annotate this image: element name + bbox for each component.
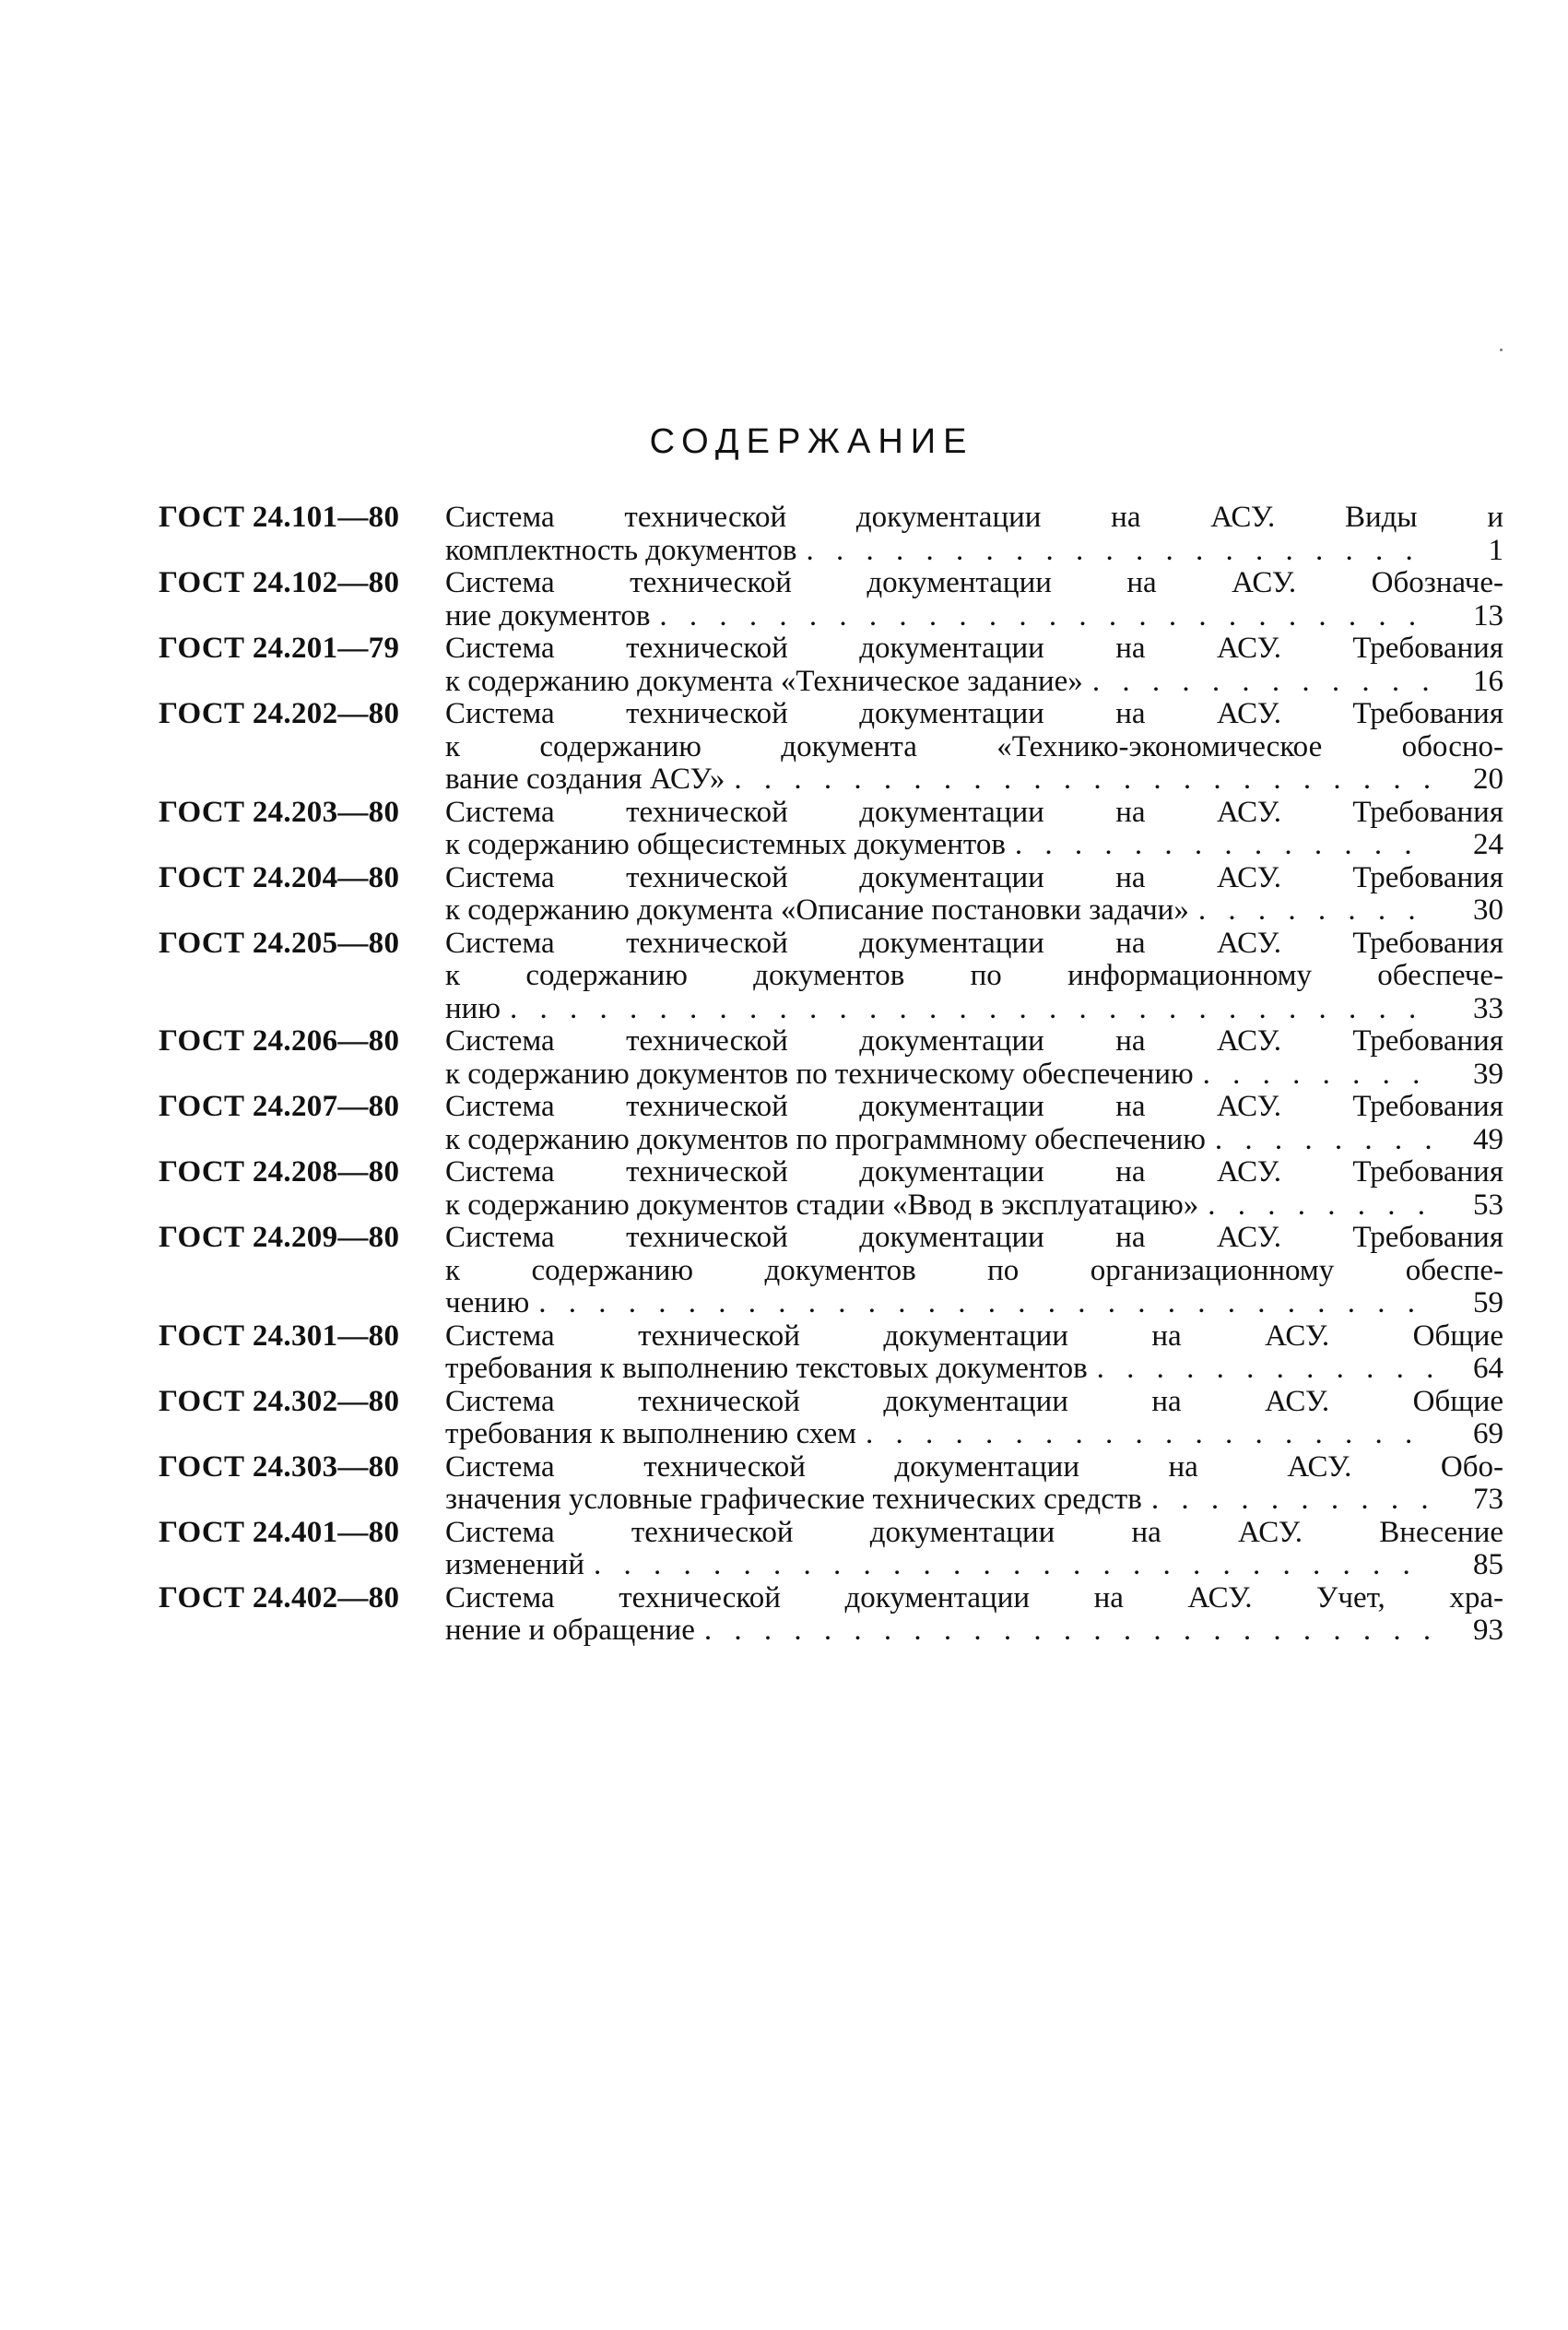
standard-code: ГОСТ 24.206—80 xyxy=(159,1024,400,1058)
title-line: Система технической документации на АСУ. Требования xyxy=(445,861,1503,894)
standard-code: ГОСТ 24.201—79 xyxy=(159,632,400,665)
entry-title xyxy=(445,1517,1503,1582)
standard-code: ГОСТ 24.208—80 xyxy=(159,1155,400,1189)
page-number: 13 xyxy=(1473,599,1503,633)
dot-leader xyxy=(584,1549,1432,1582)
title-last-line xyxy=(445,763,1503,797)
standard-code: ГОСТ 24.401—80 xyxy=(159,1515,400,1549)
dot-leader xyxy=(796,535,1432,568)
title-last-line xyxy=(445,1287,1503,1320)
page-number: 53 xyxy=(1473,1189,1503,1222)
toc-entry xyxy=(159,1221,1503,1320)
dot-leader xyxy=(725,763,1432,797)
title-line: значения условные графические технических средств xyxy=(445,1484,1142,1516)
title-line: к содержанию документа «Описание постановки задачи» xyxy=(445,894,1189,927)
title-line: ние документов xyxy=(445,599,651,633)
entry-title xyxy=(445,1320,1503,1386)
page-number: 73 xyxy=(1473,1484,1503,1516)
entry-title xyxy=(445,698,1503,797)
title-last-line xyxy=(445,600,1503,633)
title-line: Система технической документации на АСУ. Обозначе- xyxy=(445,567,1503,599)
dot-leader xyxy=(695,1614,1432,1648)
page-number: 69 xyxy=(1473,1418,1503,1450)
title-line: Система технической документации на АСУ. Требования xyxy=(445,796,1503,829)
title-line: Система технической документации на АСУ. Требования xyxy=(445,1091,1503,1123)
toc-entry xyxy=(159,1449,1503,1517)
title-line: требования к выполнению текстовых документов xyxy=(445,1353,1088,1385)
dot-leader xyxy=(501,993,1432,1026)
title-line: к содержанию документа «Техническое задание» xyxy=(445,665,1083,698)
standard-code: ГОСТ 24.209—80 xyxy=(159,1221,400,1254)
dot-leader xyxy=(1206,1124,1432,1157)
title-last-line xyxy=(445,1418,1503,1451)
toc-entry xyxy=(159,697,1503,797)
standard-code: ГОСТ 24.207—80 xyxy=(159,1090,400,1123)
toc-entry xyxy=(159,795,1503,862)
dot-leader xyxy=(1088,1353,1432,1386)
title-line: Система технической документации на АСУ. Учет, хра- xyxy=(445,1581,1503,1614)
title-last-line xyxy=(445,1614,1503,1648)
toc-entry xyxy=(159,1155,1503,1222)
dot-leader xyxy=(1189,894,1432,928)
dot-leader xyxy=(529,1287,1432,1320)
dot-leader xyxy=(650,600,1432,633)
entry-title xyxy=(445,1091,1503,1156)
table-of-contents xyxy=(159,501,1503,1648)
entry-title xyxy=(445,1156,1503,1222)
standard-code: ГОСТ 24.303—80 xyxy=(159,1449,400,1484)
title-last-line xyxy=(445,1484,1503,1517)
title-line: к содержанию документов по информационному обеспече- xyxy=(445,960,1503,992)
entry-title xyxy=(445,928,1503,1026)
title-line: Система технической документации на АСУ. Внесение xyxy=(445,1516,1503,1549)
entry-title xyxy=(445,797,1503,862)
title-last-line xyxy=(445,666,1503,699)
entry-title xyxy=(445,1451,1503,1517)
title-last-line xyxy=(445,829,1503,862)
toc-entry xyxy=(159,1515,1503,1582)
entry-title xyxy=(445,1386,1503,1451)
standard-code: ГОСТ 24.205—80 xyxy=(159,926,400,960)
dot-leader xyxy=(1006,829,1432,862)
title-last-line xyxy=(445,1124,1503,1157)
standard-code: ГОСТ 24.301—80 xyxy=(159,1319,400,1353)
title-last-line xyxy=(445,894,1503,928)
title-last-line xyxy=(445,1189,1503,1223)
page-number: 85 xyxy=(1473,1549,1503,1581)
standard-code: ГОСТ 24.101—80 xyxy=(159,501,400,534)
title-line: Система технической документации на АСУ. Требования xyxy=(445,1222,1503,1254)
title-line: к содержанию общесистемных документов xyxy=(445,829,1006,861)
title-line: чению xyxy=(445,1287,530,1319)
title-line: Система технической документации на АСУ. Требования xyxy=(445,1025,1503,1058)
title-line: Система технической документации на АСУ. Виды и xyxy=(445,502,1503,534)
title-line: изменений xyxy=(445,1549,585,1581)
dot-leader xyxy=(856,1418,1432,1451)
entry-title xyxy=(445,1222,1503,1320)
page-number: 39 xyxy=(1473,1058,1503,1091)
dot-leader xyxy=(1142,1484,1432,1517)
title-line: нение и обращение xyxy=(445,1614,695,1647)
toc-entry xyxy=(159,1319,1503,1386)
title-last-line xyxy=(445,535,1503,568)
dot-leader xyxy=(1198,1189,1432,1223)
entry-title xyxy=(445,1025,1503,1091)
title-line: к содержанию документов по техническому обеспечению xyxy=(445,1058,1194,1091)
title-line: к содержанию документов по программному обеспечению xyxy=(445,1123,1206,1156)
page-number: 1 xyxy=(1488,534,1503,567)
title-line: вание создания АСУ» xyxy=(445,763,725,796)
title-last-line xyxy=(445,1353,1503,1386)
title-line: Система технической документации на АСУ. Обо- xyxy=(445,1450,1503,1484)
title-line: Система технической документации на АСУ. Общие xyxy=(445,1385,1503,1418)
standard-code: ГОСТ 24.204—80 xyxy=(159,860,400,894)
scan-speck xyxy=(1500,349,1503,351)
page-title: СОДЕРЖАНИЕ xyxy=(649,422,974,461)
title-line: Система технической документации на АСУ. Требования xyxy=(445,698,1503,730)
title-last-line xyxy=(445,1549,1503,1582)
toc-entry xyxy=(159,926,1503,1026)
standard-code: ГОСТ 24.302—80 xyxy=(159,1384,400,1418)
entry-title xyxy=(445,1582,1503,1648)
title-line: к содержанию документов по организационному обеспе- xyxy=(445,1254,1503,1287)
dot-leader xyxy=(1194,1059,1432,1092)
title-line: нию xyxy=(445,992,501,1025)
title-line: Система технической документации на АСУ. Требования xyxy=(445,1156,1503,1189)
entry-title xyxy=(445,862,1503,928)
page-number: 59 xyxy=(1473,1287,1503,1319)
dot-leader xyxy=(1083,666,1432,699)
title-line: Система технической документации на АСУ. Требования xyxy=(445,927,1503,960)
standard-code: ГОСТ 24.202—80 xyxy=(159,697,400,730)
toc-entry xyxy=(159,1090,1503,1156)
title-line: Система технической документации на АСУ. Общие xyxy=(445,1319,1503,1353)
title-line: комплектность документов xyxy=(445,534,797,567)
toc-entry xyxy=(159,566,1503,633)
page-number: 24 xyxy=(1473,829,1503,861)
entry-title xyxy=(445,633,1503,698)
toc-entry xyxy=(159,501,1503,567)
page-number: 64 xyxy=(1473,1353,1503,1385)
toc-entry xyxy=(159,1384,1503,1451)
toc-entry xyxy=(159,860,1503,928)
page-number: 20 xyxy=(1473,763,1503,796)
standard-code: ГОСТ 24.102—80 xyxy=(159,566,400,599)
title-line: к содержанию документа «Технико-экономическое обосно- xyxy=(445,730,1503,763)
entry-title xyxy=(445,567,1503,633)
title-line: к содержанию документов стадии «Ввод в эксплуатацию» xyxy=(445,1189,1199,1222)
title-line: требования к выполнению схем xyxy=(445,1418,856,1450)
toc-entry xyxy=(159,1024,1503,1091)
title-last-line xyxy=(445,993,1503,1026)
entry-title xyxy=(445,502,1503,567)
page-number: 33 xyxy=(1473,992,1503,1025)
toc-entry xyxy=(159,632,1503,698)
standard-code: ГОСТ 24.203—80 xyxy=(159,795,400,829)
page-number: 16 xyxy=(1473,665,1503,698)
toc-entry xyxy=(159,1580,1503,1648)
page-number: 30 xyxy=(1473,894,1503,927)
page-number: 93 xyxy=(1473,1614,1503,1647)
title-line: Система технической документации на АСУ. Требования xyxy=(445,633,1503,665)
title-last-line xyxy=(445,1059,1503,1092)
page-number: 49 xyxy=(1473,1123,1503,1156)
standard-code: ГОСТ 24.402—80 xyxy=(159,1580,400,1614)
